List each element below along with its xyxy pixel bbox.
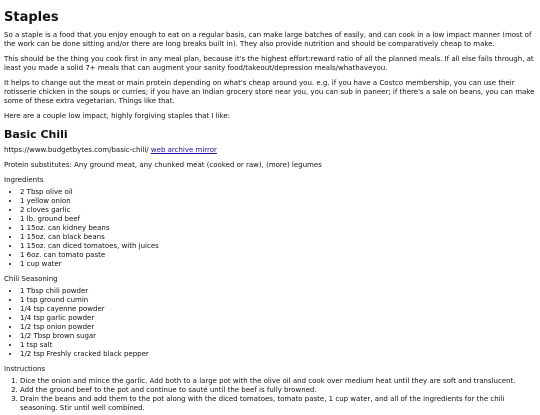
protein-substitutes: Protein substitutes: Any ground meat, any chunked meat (cooked or raw), (more) legumes xyxy=(4,161,322,169)
seasoning-heading: Chili Seasoning xyxy=(4,275,58,283)
list-item: • 2 cloves garlic xyxy=(20,206,536,215)
intro-paragraph: This should be the thing you cook first in any meal plan, because it's the highest effort:reward ratio of all the planned meals. If all else fails through, at least you made a solid 7+ meals that can augment your sanity food/takeout/depression meals/whathaveyou. xyxy=(4,55,534,72)
list-item: • 1/2 tsp onion powder xyxy=(20,323,536,332)
list-item: • 1 Tbsp chili powder xyxy=(20,287,536,296)
list-item: • 1 tsp salt xyxy=(20,341,536,350)
list-item: • 1/4 tsp garlic powder xyxy=(20,314,536,323)
ingredients-heading: Ingredients xyxy=(4,176,44,184)
intro-paragraph: Here are a couple low impact, highly forgiving staples that I like: xyxy=(4,112,231,120)
page-title: Staples xyxy=(4,10,59,25)
intro-paragraph: It helps to change out the meat or main protein depending on what's cheap around you. e.g. if you have a Costco membership, you can use their rotisserie chicken in the soups or curries; if you have an Indian grocery store near you, you can sub in paneer; if there's a sale on beans, you can make some of these extra vegetarian. Things like that. xyxy=(4,79,535,105)
list-item: • 1 6oz. can tomato paste xyxy=(20,251,536,260)
list-item: • 1/2 tsp Freshly cracked black pepper xyxy=(20,350,536,359)
list-item: • 1 cup water xyxy=(20,260,536,269)
list-item: • 1/2 Tbsp brown sugar xyxy=(20,332,536,341)
instruction-step: 3. Drain the beans and add them to the pot along with the diced tomatoes, tomato paste, 1 cup water, and all of the ingredients for the chili seasoning. Stir until well combined. xyxy=(20,395,536,413)
seasoning-list xyxy=(4,287,536,359)
list-item: • 1/4 tsp cayenne powder xyxy=(20,305,536,314)
list-item: • 2 Tbsp olive oil xyxy=(20,188,536,197)
source-url: https://www.budgetbytes.com/basic-chili/ xyxy=(4,146,149,154)
instructions-list xyxy=(4,377,536,413)
list-item: • 1 15oz. can kidney beans xyxy=(20,224,536,233)
recipe-title: Basic Chili xyxy=(4,128,68,141)
web-archive-mirror-link[interactable]: web archive mirror xyxy=(150,146,217,154)
recipe-source xyxy=(4,146,536,155)
ingredients-list xyxy=(4,188,536,269)
list-item: • 1 15oz. can black beans xyxy=(20,233,536,242)
list-item: • 1 lb. ground beef xyxy=(20,215,536,224)
list-item: • 1 yellow onion xyxy=(20,197,536,206)
list-item: • 1 15oz. can diced tomatoes, with juices xyxy=(20,242,536,251)
intro-paragraph: So a staple is a food that you enjoy enough to eat on a regular basis, can make large batches of easily, and can cook in a low impact manner (most of the work can be done sitting and/or there are long breaks built in). They also provide nutrition and should be comparatively cheap to make. xyxy=(4,31,532,48)
list-item: • 1 tsp ground cumin xyxy=(20,296,536,305)
instruction-step: 2. Add the ground beef to the pot and continue to sauté until the beef is fully browned. xyxy=(20,386,536,395)
instruction-step: 1. Dice the onion and mince the garlic. Add both to a large pot with the olive oil and cook over medium heat until they are soft and translucent. xyxy=(20,377,536,386)
instructions-heading: Instructions xyxy=(4,365,46,373)
page xyxy=(0,10,540,413)
